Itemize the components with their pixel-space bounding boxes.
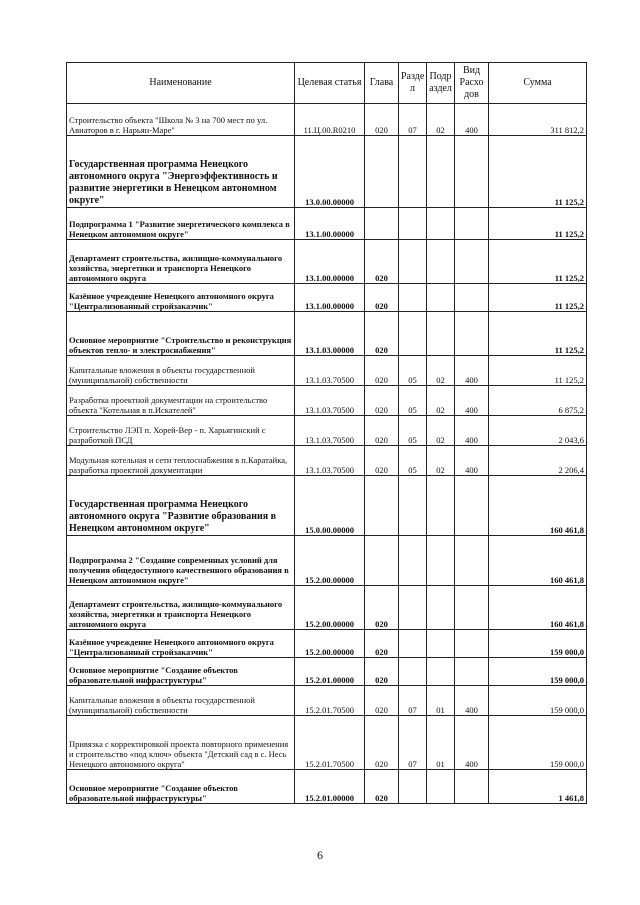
- cell-target-article: 13.1.00.00000: [295, 240, 365, 284]
- cell-expense-kind: [455, 658, 489, 686]
- cell-section: [399, 312, 427, 356]
- cell-subsection: 02: [427, 446, 455, 476]
- table-row: [67, 446, 587, 476]
- cell-sum: 2 206,4: [489, 446, 587, 476]
- cell-expense-kind: [455, 208, 489, 240]
- cell-name: Департамент строительства, жилищно-коммунального хозяйства, энергетики и транспорта Ненецкого автономного округа: [67, 586, 295, 630]
- cell-section: 05: [399, 446, 427, 476]
- table-row: [67, 476, 587, 536]
- cell-target-article: 13.1.03.70500: [295, 416, 365, 446]
- cell-name: Капитальные вложения в объекты государственной (муниципальной) собственности: [67, 686, 295, 716]
- cell-subsection: 01: [427, 686, 455, 716]
- cell-expense-kind: 400: [455, 416, 489, 446]
- cell-sum: 160 461,8: [489, 536, 587, 586]
- table-row: [67, 416, 587, 446]
- cell-expense-kind: [455, 536, 489, 586]
- cell-chapter: 020: [365, 658, 399, 686]
- cell-name: Казённое учреждение Ненецкого автономного округа "Централизованный стройзаказчик": [67, 284, 295, 312]
- cell-sum: 159 000,0: [489, 630, 587, 658]
- table-row: [67, 136, 587, 208]
- table-row: [67, 630, 587, 658]
- cell-chapter: [365, 476, 399, 536]
- header-subsection: Подр аздел: [427, 63, 455, 104]
- header-section: Разде л: [399, 63, 427, 104]
- cell-sum: 11 125,2: [489, 136, 587, 208]
- cell-target-article: 13.0.00.00000: [295, 136, 365, 208]
- cell-section: [399, 208, 427, 240]
- cell-subsection: 02: [427, 356, 455, 386]
- cell-name: Капитальные вложения в объекты государственной (муниципальной) собственности: [67, 356, 295, 386]
- table-header-row: [67, 63, 587, 104]
- cell-subsection: [427, 312, 455, 356]
- cell-subsection: 02: [427, 416, 455, 446]
- table-row: [67, 386, 587, 416]
- cell-sum: 11 125,2: [489, 284, 587, 312]
- cell-section: [399, 630, 427, 658]
- cell-target-article: 15.2.00.00000: [295, 630, 365, 658]
- cell-sum: 160 461,8: [489, 586, 587, 630]
- cell-target-article: 15.2.00.00000: [295, 536, 365, 586]
- cell-sum: 6 875,2: [489, 386, 587, 416]
- table-row: [67, 536, 587, 586]
- cell-target-article: 15.2.01.00000: [295, 658, 365, 686]
- cell-chapter: 020: [365, 240, 399, 284]
- cell-chapter: [365, 208, 399, 240]
- cell-section: [399, 284, 427, 312]
- cell-subsection: 02: [427, 386, 455, 416]
- cell-expense-kind: [455, 312, 489, 356]
- cell-section: 07: [399, 104, 427, 136]
- cell-subsection: [427, 630, 455, 658]
- cell-expense-kind: [455, 136, 489, 208]
- cell-subsection: [427, 658, 455, 686]
- cell-chapter: 020: [365, 716, 399, 770]
- cell-chapter: 020: [365, 630, 399, 658]
- cell-target-article: 11.Ц.00.R0210: [295, 104, 365, 136]
- cell-name: Привязка с корректировкой проекта повторного применения и строительство «под ключ» объекта "Детский сад в с. Несь Ненецкого автономного округа": [67, 716, 295, 770]
- cell-chapter: 020: [365, 416, 399, 446]
- cell-section: [399, 658, 427, 686]
- budget-table: [66, 62, 587, 804]
- cell-chapter: 020: [365, 586, 399, 630]
- cell-subsection: [427, 770, 455, 804]
- table-row: [67, 716, 587, 770]
- cell-target-article: 13.1.03.70500: [295, 446, 365, 476]
- table-row: [67, 104, 587, 136]
- cell-sum: 11 125,2: [489, 356, 587, 386]
- cell-name: Основное мероприятие "Создание объектов образовательной инфраструктуры": [67, 658, 295, 686]
- table-row: [67, 356, 587, 386]
- cell-section: [399, 240, 427, 284]
- table-row: [67, 686, 587, 716]
- cell-subsection: [427, 136, 455, 208]
- cell-expense-kind: [455, 284, 489, 312]
- table-row: [67, 586, 587, 630]
- cell-sum: 159 000,0: [489, 658, 587, 686]
- cell-target-article: 15.2.01.70500: [295, 686, 365, 716]
- cell-section: [399, 770, 427, 804]
- cell-section: [399, 586, 427, 630]
- cell-subsection: [427, 536, 455, 586]
- cell-name: Государственная программа Ненецкого автономного округа "Энергоэффективность и развитие энергетики в Ненецком автономном округе": [67, 136, 295, 208]
- cell-name: Строительство ЛЭП п. Хорей-Вер - п. Харьягинский с разработкой ПСД: [67, 416, 295, 446]
- cell-chapter: [365, 536, 399, 586]
- cell-sum: 160 461,8: [489, 476, 587, 536]
- cell-sum: 11 125,2: [489, 312, 587, 356]
- cell-expense-kind: 400: [455, 386, 489, 416]
- cell-section: 05: [399, 356, 427, 386]
- table-row: [67, 284, 587, 312]
- cell-target-article: 15.2.00.00000: [295, 586, 365, 630]
- cell-sum: 159 000,0: [489, 686, 587, 716]
- cell-expense-kind: [455, 770, 489, 804]
- table-row: [67, 208, 587, 240]
- cell-sum: 311 812,2: [489, 104, 587, 136]
- cell-expense-kind: [455, 240, 489, 284]
- cell-name: Разработка проектной документации на строительство объекта "Котельная в п.Искателей": [67, 386, 295, 416]
- cell-name: Подпрограмма 1 "Развитие энергетического комплекса в Ненецком автономном округе": [67, 208, 295, 240]
- header-expense-kind: Вид Расхо дов: [455, 63, 489, 104]
- cell-sum: 11 125,2: [489, 240, 587, 284]
- cell-section: 05: [399, 416, 427, 446]
- cell-subsection: 02: [427, 104, 455, 136]
- cell-section: [399, 536, 427, 586]
- cell-chapter: 020: [365, 770, 399, 804]
- cell-chapter: 020: [365, 312, 399, 356]
- cell-target-article: 13.1.03.70500: [295, 386, 365, 416]
- cell-target-article: 15.2.01.70500: [295, 716, 365, 770]
- cell-target-article: 13.1.00.00000: [295, 208, 365, 240]
- cell-target-article: 13.1.03.70500: [295, 356, 365, 386]
- cell-subsection: [427, 208, 455, 240]
- table-row: [67, 658, 587, 686]
- cell-section: [399, 476, 427, 536]
- cell-subsection: [427, 284, 455, 312]
- cell-section: 05: [399, 386, 427, 416]
- table-row: [67, 240, 587, 284]
- cell-chapter: [365, 136, 399, 208]
- table-body: [67, 104, 587, 804]
- cell-expense-kind: 400: [455, 104, 489, 136]
- cell-name: Департамент строительства, жилищно-коммунального хозяйства, энергетики и транспорта Ненецкого автономного округа: [67, 240, 295, 284]
- cell-subsection: 01: [427, 716, 455, 770]
- cell-name: Модульная котельная и сети теплоснабжения в п.Каратайка, разработка проектной документации: [67, 446, 295, 476]
- page-number: 6: [317, 848, 323, 862]
- cell-expense-kind: 400: [455, 356, 489, 386]
- header-sum: Сумма: [489, 63, 587, 104]
- cell-target-article: 15.2.01.00000: [295, 770, 365, 804]
- cell-section: [399, 136, 427, 208]
- cell-target-article: 13.1.00.00000: [295, 284, 365, 312]
- cell-name: Строительство объекта "Школа № 3 на 700 мест по ул. Авиаторов в г. Нарьян-Маре": [67, 104, 295, 136]
- cell-name: Основное мероприятие "Строительство и реконструкция объектов тепло- и электроснабжения": [67, 312, 295, 356]
- cell-chapter: 020: [365, 386, 399, 416]
- cell-name: Государственная программа Ненецкого автономного округа "Развитие образования в Ненецком автономном округе": [67, 476, 295, 536]
- cell-expense-kind: 400: [455, 686, 489, 716]
- table-row: [67, 770, 587, 804]
- cell-sum: 2 043,6: [489, 416, 587, 446]
- cell-sum: 159 000,0: [489, 716, 587, 770]
- cell-section: 07: [399, 716, 427, 770]
- cell-chapter: 020: [365, 104, 399, 136]
- cell-subsection: [427, 476, 455, 536]
- table-row: [67, 312, 587, 356]
- cell-subsection: [427, 586, 455, 630]
- cell-sum: 11 125,2: [489, 208, 587, 240]
- cell-subsection: [427, 240, 455, 284]
- header-chapter: Глава: [365, 63, 399, 104]
- cell-name: Основное мероприятие "Создание объектов образовательной инфраструктуры": [67, 770, 295, 804]
- cell-chapter: 020: [365, 446, 399, 476]
- cell-expense-kind: [455, 630, 489, 658]
- cell-expense-kind: 400: [455, 716, 489, 770]
- cell-chapter: 020: [365, 686, 399, 716]
- cell-section: 07: [399, 686, 427, 716]
- cell-name: Казённое учреждение Ненецкого автономного округа "Централизованный стройзаказчик": [67, 630, 295, 658]
- cell-chapter: 020: [365, 356, 399, 386]
- cell-name: Подпрограмма 2 "Создание современных условий для получения общедоступного качественного образования в Ненецком автономном округе": [67, 536, 295, 586]
- header-target-article: Целевая статья: [295, 63, 365, 104]
- cell-target-article: 15.0.00.00000: [295, 476, 365, 536]
- cell-chapter: 020: [365, 284, 399, 312]
- cell-expense-kind: [455, 586, 489, 630]
- header-name: Наименование: [67, 63, 295, 104]
- cell-target-article: 13.1.03.00000: [295, 312, 365, 356]
- cell-expense-kind: [455, 476, 489, 536]
- cell-sum: 1 461,8: [489, 770, 587, 804]
- cell-expense-kind: 400: [455, 446, 489, 476]
